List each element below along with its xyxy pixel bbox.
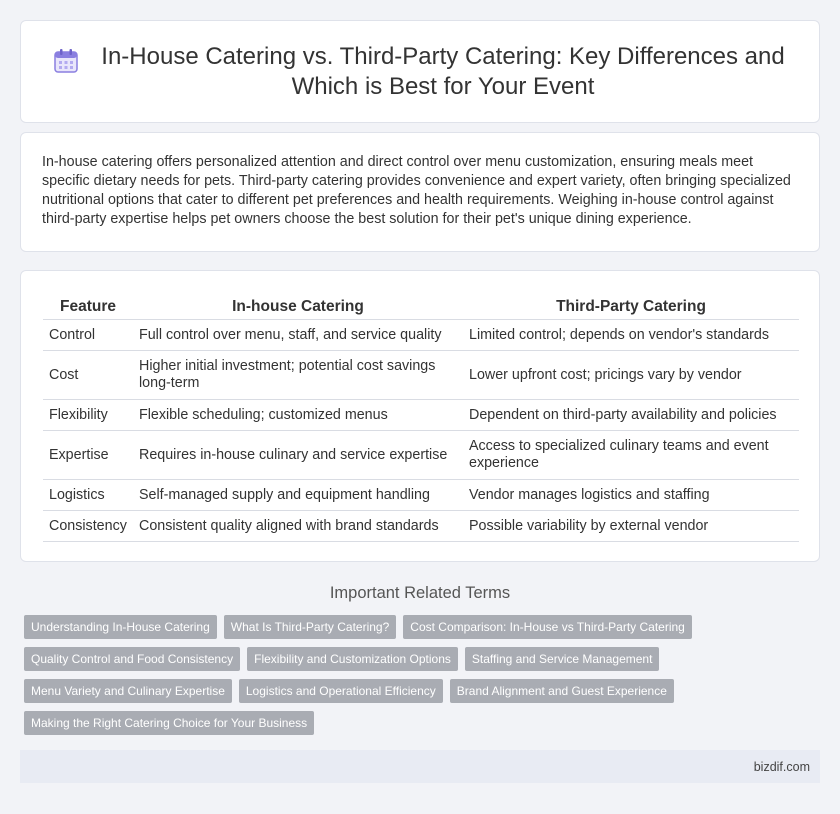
in-house-cell: Higher initial investment; potential cost savings long-term (133, 351, 463, 400)
table-row (43, 320, 799, 351)
table-row (43, 400, 799, 431)
in-house-cell: Consistent quality aligned with brand standards (133, 511, 463, 542)
header-feature: Feature (43, 293, 133, 320)
feature-cell: Control (43, 320, 133, 351)
related-term-tag[interactable]: Brand Alignment and Guest Experience (450, 679, 674, 703)
related-term-tag[interactable]: Cost Comparison: In-House vs Third-Party Catering (403, 615, 692, 639)
table-header-row (43, 293, 799, 320)
comparison-table (43, 293, 799, 542)
in-house-cell: Requires in-house culinary and service expertise (133, 431, 463, 480)
feature-cell: Expertise (43, 431, 133, 480)
intro-card (20, 132, 820, 252)
in-house-cell: Flexible scheduling; customized menus (133, 400, 463, 431)
related-term-tag[interactable]: Making the Right Catering Choice for Your Business (24, 711, 314, 735)
feature-cell: Cost (43, 351, 133, 400)
comparison-card (20, 270, 820, 562)
intro-paragraph: In-house catering offers personalized attention and direct control over menu customization, ensuring meals meet specific dietary needs for pets. Third-party catering provides convenience and expert variety, often bringing specialized nutritional options that cater to different pet preferences and health requirements. Weighing in-house control against third-party expertise helps pet owners choose the best solution for their pet's unique dining experience. (42, 154, 791, 227)
footer (20, 750, 820, 783)
page-title: In-House Catering vs. Third-Party Catering: Key Differences and Which is Best for Your Event (101, 42, 785, 100)
related-term-tag[interactable]: Quality Control and Food Consistency (24, 647, 240, 671)
third-party-cell: Lower upfront cost; pricings vary by vendor (463, 351, 799, 400)
related-term-tag[interactable]: Flexibility and Customization Options (247, 647, 458, 671)
feature-cell: Flexibility (43, 400, 133, 431)
related-terms-list (24, 615, 724, 735)
header-in-house: In-house Catering (133, 293, 463, 320)
table-row (43, 511, 799, 542)
table-row (43, 351, 799, 400)
third-party-cell: Dependent on third-party availability and policies (463, 400, 799, 431)
third-party-cell: Possible variability by external vendor (463, 511, 799, 542)
calendar-icon (52, 47, 80, 75)
related-term-tag[interactable]: Staffing and Service Management (465, 647, 660, 671)
feature-cell: Consistency (43, 511, 133, 542)
related-term-tag[interactable]: Logistics and Operational Efficiency (239, 679, 443, 703)
third-party-cell: Limited control; depends on vendor's standards (463, 320, 799, 351)
related-term-tag[interactable]: Menu Variety and Culinary Expertise (24, 679, 232, 703)
feature-cell: Logistics (43, 480, 133, 511)
third-party-cell: Vendor manages logistics and staffing (463, 480, 799, 511)
title-card (20, 20, 820, 123)
table-row (43, 480, 799, 511)
related-term-tag[interactable]: Understanding In-House Catering (24, 615, 217, 639)
in-house-cell: Full control over menu, staff, and service quality (133, 320, 463, 351)
in-house-cell: Self-managed supply and equipment handling (133, 480, 463, 511)
header-third-party: Third-Party Catering (463, 293, 799, 320)
related-terms-heading: Important Related Terms (329, 584, 511, 602)
footer-site-link[interactable]: bizdif.com (753, 759, 810, 774)
third-party-cell: Access to specialized culinary teams and event experience (463, 431, 799, 480)
related-term-tag[interactable]: What Is Third-Party Catering? (224, 615, 397, 639)
table-row (43, 431, 799, 480)
